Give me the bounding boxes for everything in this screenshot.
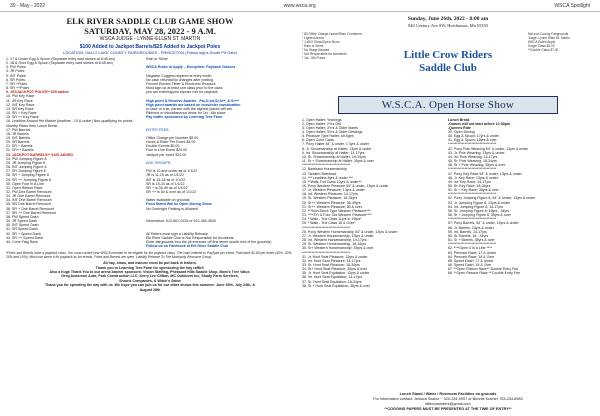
class-item: 38. Sr + Hunt Seat Equitation; 35yrs & over bbox=[302, 283, 370, 288]
class-item: 47. Pony Key Race 54" & under, 13yrs & under bbox=[448, 171, 522, 176]
class-entry: 32. PW-Dez Barrel Remount bbox=[6, 190, 52, 194]
info-entry: Elk River Saddle Club is Not Responsible for Accidents. bbox=[146, 235, 235, 240]
info-entry: Information: 612-867-0235 or 612-360-4533 bbox=[146, 219, 216, 224]
info-entry: SR ++ is 50 & over as of 1/1/22 bbox=[146, 190, 196, 194]
class-item: 19. Sr. Western Pleasure; 18-34yrs bbox=[302, 196, 358, 201]
footer-line: **COGGINS PAPERS MUST BE PRESENTED AT THE TIME OF ENTRY** bbox=[384, 407, 512, 411]
class-item: 45. Sr. Pole Weaving; 18-34yrs bbox=[448, 159, 497, 164]
info-entry: Office Charge per Number $5.00 bbox=[146, 135, 199, 140]
class-entry: 43. SR ++ Speed Dash bbox=[6, 235, 43, 240]
class-item: 37. Sr. Hunt Seat Equitation; 18-34yrs bbox=[302, 279, 362, 284]
info-entry: Negative Coggins required at entry booth bbox=[146, 73, 212, 78]
flyer-payout: $100 Added to Jackpot Barrels/$25 Added to Jackpot Poles bbox=[79, 44, 221, 50]
class-item: 34. Sr+ Hunt Seat Pleasure; 35yrs & over bbox=[302, 267, 368, 272]
magazine-header bbox=[0, 0, 600, 12]
site-url[interactable]: www.wsca.org bbox=[283, 2, 316, 9]
class-item: 55. Sr. Jumping Figure 8; 18yrs - 34yrs bbox=[448, 208, 510, 213]
class-entry: 17. PW Barrels bbox=[6, 127, 31, 132]
show-detail: Judge: Lynne-Ellen St. Martin bbox=[528, 35, 570, 40]
class-entry: 22. SR++ Barrels bbox=[6, 148, 34, 153]
class-entry: 6. SR Poles bbox=[6, 77, 25, 82]
class-item: 42. Pony Pole Weaving 54" & under, 13yrs & under bbox=[448, 146, 529, 151]
issue-date: 30 - May - 2022 bbox=[10, 2, 46, 9]
class-item: 17. Jr. Western Pleasure; 13yrs & under bbox=[302, 188, 365, 193]
class-item: 64. Pennant Race; 18 & Over bbox=[448, 254, 495, 259]
class-item: 18. Int. Western Pleasure; 14-17yrs bbox=[302, 192, 358, 197]
show-detail: WSCA Rules Apply bbox=[528, 39, 556, 44]
info-entry: Ribbons or miscellaneous items for 1st - 6th place bbox=[146, 111, 226, 116]
thanks-line: Shrunk Companies, & Witch's Salon bbox=[119, 278, 181, 283]
class-entry: Novelty Rides then Lunch Break bbox=[6, 123, 58, 128]
class-entry: 21. SR + Barrels bbox=[6, 144, 33, 149]
show-detail: McLeod County Fairgrounds bbox=[528, 31, 569, 36]
info-entry: JR is 11-15 as of 1/1/22 bbox=[146, 173, 184, 178]
footer-line: Lunch Stand / Water / Restroom Facilities on grounds bbox=[399, 392, 497, 396]
class-item: 12. Bareback Horsemanship bbox=[302, 167, 347, 172]
class-item: 22. ***Non-Stock Type Western Pleasure*** bbox=[302, 208, 371, 213]
class-item: 49. Int. Key Race; 14-17yrs bbox=[448, 179, 491, 184]
class-entry: 19. INT Barrels bbox=[6, 135, 31, 140]
class-item: 65. Speed Dash; 17 & Under bbox=[448, 258, 494, 263]
info-entry: you are entering/you expose rule for payback bbox=[146, 90, 218, 95]
show-note: * Not Responsible for Accidents bbox=[302, 51, 347, 56]
class-column-right bbox=[448, 118, 594, 288]
class-item: 21. Sr++ Western Pleasure; 50 & over bbox=[302, 204, 362, 209]
class-entry: 26. INT Jumping Figure 8 bbox=[6, 165, 47, 170]
class-entry: 13. SR Key Race bbox=[6, 106, 34, 111]
class-item: 56. Sr + Jumping Figure 8; 35yrs & over bbox=[448, 213, 511, 218]
class-entry: 14. SR + Key Race bbox=[6, 111, 37, 116]
show-detail: Single Class $4.00 bbox=[528, 43, 555, 48]
class-column-left bbox=[302, 118, 448, 288]
flyer-title: ELK RIVER SADDLE CLUB GAME SHOW bbox=[66, 16, 234, 26]
class-item: 41. Egg & Spoon; 18yrs & over bbox=[448, 138, 497, 143]
class-entry: 25. JR Jumping Figure 8 bbox=[6, 160, 46, 165]
class-entry: 5. INT Poles bbox=[6, 73, 26, 78]
class-entry: 1. 17 & Under Egg & Spoon (Separate entry card stones at 8:45 am) bbox=[6, 57, 115, 61]
info-entry: Pay traffic sponsored by Learning Tree Farm bbox=[146, 115, 223, 120]
info-entry: Enter fairgrounds thru the pit entrance off first street (south end of the grounds) bbox=[146, 239, 272, 244]
class-item: 2. Open Halter; 2Yrs Old bbox=[302, 121, 341, 126]
class-item: *********************************** bbox=[302, 163, 351, 168]
info-entry: No cash refunds/No changes after posting bbox=[146, 77, 214, 82]
class-item: 3. Open Halter; 3Yrs & Older Mares bbox=[302, 125, 359, 130]
class-item: 25. * Walk - Trot Class 16 & Over* bbox=[302, 221, 356, 226]
class-item: *********************************** bbox=[448, 217, 497, 222]
class-item: 26. Pony Western Horsemanship 54" & under, 13yrs & under bbox=[302, 229, 398, 234]
info-entry: SR + is 35-49 as of 1/1/22 bbox=[146, 185, 188, 190]
show-note: * No Stage Allowed bbox=[302, 47, 330, 52]
class-item: 61. Sr + Barrels, 35yrs & over bbox=[448, 238, 495, 243]
class-item: *********************************** bbox=[448, 142, 497, 147]
class-entry: 3. PW Poles bbox=[6, 65, 26, 70]
class-entry: 29. SR ++ Jumping Figure 8 bbox=[6, 177, 51, 182]
info-entry: Horse & Rider Per Event $4.00 bbox=[146, 140, 196, 145]
class-item: 43. Jr. Pole Weaving; 13yrs & under bbox=[448, 150, 505, 155]
info-entry: Follow us on Facebook at Elk River Saddle Club bbox=[146, 244, 229, 249]
info-entry: Food Stand Will be Open During Show bbox=[146, 202, 212, 207]
class-entry: 7. SR +Poles bbox=[6, 81, 28, 86]
class-entry: 35. SR One Barrel Remount bbox=[6, 202, 51, 207]
class-item: 57. Pony Barrels, 54" & under, 13yrs & under bbox=[448, 221, 519, 226]
class-entry: 34. INT One Barrel Remount bbox=[6, 198, 52, 203]
class-entry: 41. SR Speed Dash bbox=[6, 227, 38, 232]
class-item: 7. Pony Halter 54" & under, 1 3yrs & under bbox=[302, 142, 369, 147]
info-entry: SR is 19-34 as of 1/1/22 bbox=[146, 181, 185, 186]
info-entry: Jackpot per event $10.00 bbox=[146, 152, 187, 157]
class-entry: 27. SR Jumping Figure 8 bbox=[6, 169, 46, 174]
class-item: 5. Pleasure Type Halter; All Ages bbox=[302, 134, 354, 139]
class-list bbox=[6, 57, 294, 248]
class-item: 30. Sr+ Western Horsemanship; 35yrs & over bbox=[302, 246, 374, 251]
class-entry: 28. SR + Jumping Figure 8 bbox=[6, 173, 49, 178]
info-entry: Fenced Electric Timer & Electronic Readout bbox=[146, 81, 216, 86]
class-item: 24. * Walk - Trot Class 11yrs to 15yrs* bbox=[302, 217, 362, 222]
class-entry: 44. Cone Flag Race bbox=[6, 239, 38, 244]
class-item: 14. *** Leadline-6yrs & under *** bbox=[302, 175, 353, 180]
flyer-footer bbox=[6, 251, 294, 292]
class-item: *********************************** bbox=[302, 225, 351, 230]
class-item: *********************************** bbox=[448, 192, 497, 197]
show-note: * Lighted Arena bbox=[302, 35, 324, 40]
class-item: -Games will not start before 12:00pm bbox=[448, 121, 511, 126]
class-entry: 15. SR ++ Key Race bbox=[6, 115, 39, 120]
flyer-judge: WSCA JUDGE - LYNNE-ELLEN ST. MARTIN bbox=[99, 36, 201, 42]
show-banner: W.S.C.A. Open Horse Show bbox=[338, 96, 558, 114]
class-entry: 23. JACKPOT BARRELS** $100 ADDED bbox=[6, 152, 73, 157]
class-entry: 18. JR Barrels bbox=[6, 131, 29, 136]
class-item: 8. Jr. Showmanship at Halter; 13yrs & under bbox=[302, 146, 372, 151]
class-item: 6. Open Color Class bbox=[302, 138, 334, 143]
class-item: 68. **Open Rescue Race ** Double Entry Fee bbox=[448, 271, 520, 276]
class-entry: 9. JSSJACKPOT POLES** $25 added bbox=[6, 90, 69, 95]
class-item: 11. Sr + Showmanship at Halter; 35yrs & over bbox=[302, 159, 374, 164]
show-detail: **Double Class $7.00 bbox=[528, 47, 559, 52]
class-item: 33. Sr. Hunt Seat Pleasure; 18-34yrs bbox=[302, 262, 360, 267]
class-entry: 33. JR One Barrel Remount bbox=[6, 194, 51, 199]
class-item: 51. Sr + Key Race; 35yrs & over bbox=[448, 188, 499, 193]
class-columns bbox=[302, 118, 594, 288]
class-item: -Queens Ride bbox=[448, 125, 471, 130]
show-details bbox=[524, 32, 594, 92]
class-item: 16. Pony Western Pleasure 54" & under, 13yrs & under bbox=[302, 184, 389, 188]
info-entry: High point & Reserve Awards - Pw,Jr,Int,Sr,Sr+, & Sr++ bbox=[146, 98, 240, 103]
thanks-line: August 28th bbox=[139, 287, 161, 292]
class-item: 9. Int. Showmanship at Halter; 14-17yrs bbox=[302, 150, 365, 155]
show-date: Sunday, June 26th, 2022 - 8:00 am bbox=[407, 16, 489, 22]
class-item: 15. **Walk-Trot Class 10yrs & under** bbox=[302, 179, 362, 184]
thanks-line: Thank you to Learning Tree Farm for sponsoring the hay raffle!! bbox=[95, 265, 205, 270]
class-item: 32. Int. Hunt Seat Pleasure; 14-17yrs bbox=[302, 258, 361, 263]
class-row bbox=[6, 244, 294, 248]
class-entry: 31. Open Ribbon Race bbox=[6, 185, 43, 190]
show-notes bbox=[302, 32, 372, 92]
logo-line-2: Saddle Club bbox=[419, 61, 477, 74]
class-item: 31. Jr. Hunt Seat Pleasure; 13yrs & under bbox=[302, 254, 368, 259]
class-item: 67. **Open Ribbon Race** Double Entry Fee bbox=[448, 267, 519, 272]
show-note: * 1:45/2 Show/Open Show bbox=[302, 39, 340, 44]
info-entry: Four in Line Event $20.00 bbox=[146, 148, 188, 153]
class-entry: 37. SR ++ One Barrel Remount bbox=[6, 210, 57, 215]
info-entry: AGE GROUPS: bbox=[146, 160, 172, 165]
class-item: 63. Pennant Race; 17 & Under bbox=[448, 250, 497, 255]
info-entry: WSCA Rules to Apply – Exception: Payback Classes bbox=[146, 65, 236, 70]
class-entry: 10. PW Key Race bbox=[6, 94, 35, 99]
contact-email[interactable]: littlecrowriders@gmail.com bbox=[425, 402, 471, 406]
class-item: 28. Int. Western Horsemanship; 14-17yrs bbox=[302, 238, 367, 243]
class-entry: 40. INT Speed Dash bbox=[6, 223, 39, 228]
class-item: 60. Sr. Barrels, 18 - 34yrs bbox=[448, 233, 489, 238]
class-item: 36. Int. Hunt Seat Equitation; 14-17yrs bbox=[302, 275, 363, 280]
class-item: 23. ****2Yr & Four Old Western Pleasure**** bbox=[302, 213, 372, 218]
class-item: 62. ****Open 4 in a Line **** bbox=[448, 246, 492, 251]
class-item: 20. Sr++ Western Pleasure; 35-49yrs bbox=[302, 200, 361, 205]
class-entry: 36. SR + One Barrel Remount bbox=[6, 206, 55, 211]
info-entry: INT is 16-18 as of 1/1/22 bbox=[146, 177, 186, 182]
footer-line: For information contact: Jessica Scalzo ~ 320-234-9997 or Bonnie Kramer 763-234-8983 bbox=[373, 397, 523, 401]
show-address: 840 Century Ave SW, Hutchinson, Mn 55350 bbox=[408, 23, 488, 28]
payback-fine-print: *Poles and Barrels have a payback class. You must current year WSCA member to be eligible for the payback class. The cash entered to PaySpot per event. Paid back $1-$5 per event (40%, 30%, 20% and 10%). Must use same # for payback as for events. Poles and Barrels are open. Liability Release To The Monopoly Resource Group bbox=[6, 251, 293, 260]
flyer-location: LOCATION: SALLY LAKE COUNTY FAIRGROUNDS - PRINCETON (Follow signs South Pit Gate) bbox=[62, 50, 238, 55]
class-item: 27. Jr. Western Horsemanship; 13yrs & under bbox=[302, 233, 374, 238]
class-item: 54. Int. Jumping Figure 8; 14-17yrs bbox=[448, 204, 504, 209]
class-entry: 2. 18 & Over Egg & Spoon (Separate entry card stones at 8:45 am) bbox=[6, 61, 113, 66]
thanks-line: Thank you for spending the day with us. We hope you can join us for our other shows this summer: June 19th, July 24th, & bbox=[45, 283, 255, 288]
class-item: 39. Open Driving bbox=[448, 129, 475, 134]
class-item: *********************************** bbox=[448, 167, 497, 172]
show-note: * 1st - 5th Prizes bbox=[302, 56, 326, 61]
class-item: 50. Sr. Key Race; 18-34yrs bbox=[448, 184, 491, 188]
class-item: Lunch Break bbox=[448, 117, 470, 122]
class-item: 44. Int. Pole Weaving; 14-17yrs bbox=[448, 154, 498, 159]
info-entry: High point awards are based on hors/rider combination bbox=[146, 102, 241, 107]
thanks-line: All hay, straw, and manure must be put back in trailers. bbox=[103, 261, 197, 266]
logo-line-1: Little Crow Riders bbox=[403, 48, 493, 61]
class-entry: 24. PW Jumping Figure 8 bbox=[6, 156, 47, 161]
class-entry: 38. PW Speed Dash bbox=[6, 214, 39, 219]
class-item: 35. Jr. Hunt Seat Equitation; 13yrs & under bbox=[302, 271, 370, 276]
info-entry: Water available on grounds bbox=[146, 198, 190, 203]
class-item: *********************************** bbox=[448, 242, 497, 247]
show-note: * $3 Office Charge-Horse/Rider Combined bbox=[302, 31, 362, 36]
class-item: 59. Int. Barrels, 14-17yrs bbox=[448, 229, 487, 234]
info-entry: All Riders must sign a Liability Release. bbox=[146, 231, 209, 236]
class-entry: 8. SR ++Poles bbox=[6, 86, 30, 91]
club-logo bbox=[372, 32, 524, 92]
little-crow-flyer bbox=[302, 16, 594, 412]
info-entry: PW is 10 and under as of 1/1/22 bbox=[146, 169, 198, 174]
info-entry: No Overnight Parking is Allowed! bbox=[146, 206, 199, 211]
class-item: 48. Jr. Key Race; 13yrs & under bbox=[448, 175, 499, 180]
info-entry: Must sign up at least one class prior to the class bbox=[146, 86, 223, 91]
class-item: 1. Open Halter; Yearlings bbox=[302, 117, 342, 122]
flyer-date: SATURDAY, MAY 28, 2022 - 9 A.M. bbox=[84, 26, 216, 36]
class-item: 58. Jr. Barrels, 13yrs & under bbox=[448, 225, 494, 230]
class-item: 66. Speed Dash; 18 & Over bbox=[448, 262, 492, 267]
contact-footer bbox=[302, 392, 594, 412]
class-entry: 42. SR + Speed Dash bbox=[6, 231, 41, 236]
class-entry: 11. JR Key Race bbox=[6, 98, 33, 103]
class-entry: 16. Leadline Around the Marker (leadline - 10 & under) Non-qualifying for points bbox=[6, 119, 133, 124]
info-entry: Double Events $0.00 bbox=[146, 144, 180, 149]
thanks-line: Greg Anderson Auto, Park Construction LLC, Kerry Lee Clifton, MC Outdoors Inc, Shady Farm Services, bbox=[61, 274, 239, 279]
thanks-line: Also a huge Thank You to our arena banner sponsors: Vision Staffing, Pheasant Hills Saddle Shop, Mom's Tree Value, bbox=[49, 270, 251, 274]
class-item: 40. Egg & Spoon; 17yrs & under bbox=[448, 134, 499, 139]
thanks-block bbox=[6, 261, 294, 292]
class-item: 29. Sr. Western Horsemanship; 18-34yrs bbox=[302, 242, 367, 247]
class-item: 13. Tandem Bareback bbox=[302, 171, 337, 176]
info-entry: ENTRY FEES: bbox=[146, 127, 170, 132]
class-item: 10. Sr. Showmanship at Halter; 18-34yrs bbox=[302, 154, 366, 159]
class-entry: 20. SR Barrels bbox=[6, 140, 30, 145]
class-item: 53. Jr. Jumping Figure 8; 13yrs & under bbox=[448, 200, 511, 205]
class-item: 4. Open Halter; 3Yrs & Older Geldings bbox=[302, 129, 363, 134]
section-name: WSCA Spotlight bbox=[554, 2, 590, 9]
flyer-top bbox=[302, 16, 594, 29]
show-note: * Rain or Shine bbox=[302, 43, 324, 48]
class-entry bbox=[6, 244, 146, 248]
class-entry: 39. JR Speed Dash bbox=[6, 219, 38, 224]
class-item: 46. Sr + Pole Weaving; 35yrs & over bbox=[448, 163, 506, 168]
class-entry: 12. INT Key Race bbox=[6, 102, 35, 107]
class-entry: 4. JR Poles bbox=[6, 69, 25, 74]
class-item: 52. Pony Jumping Figure 8, 54" & Under, 13yrs & under bbox=[448, 196, 536, 201]
info-entry: In case of a tie, person with the highest places will win. bbox=[146, 106, 234, 111]
elk-river-flyer bbox=[6, 16, 294, 412]
class-entry: 30. Open Four In A Line bbox=[6, 181, 44, 186]
info-entry: Rain or Shine bbox=[146, 57, 168, 61]
class-item: *********************************** bbox=[302, 250, 351, 255]
hero-section bbox=[302, 32, 594, 92]
